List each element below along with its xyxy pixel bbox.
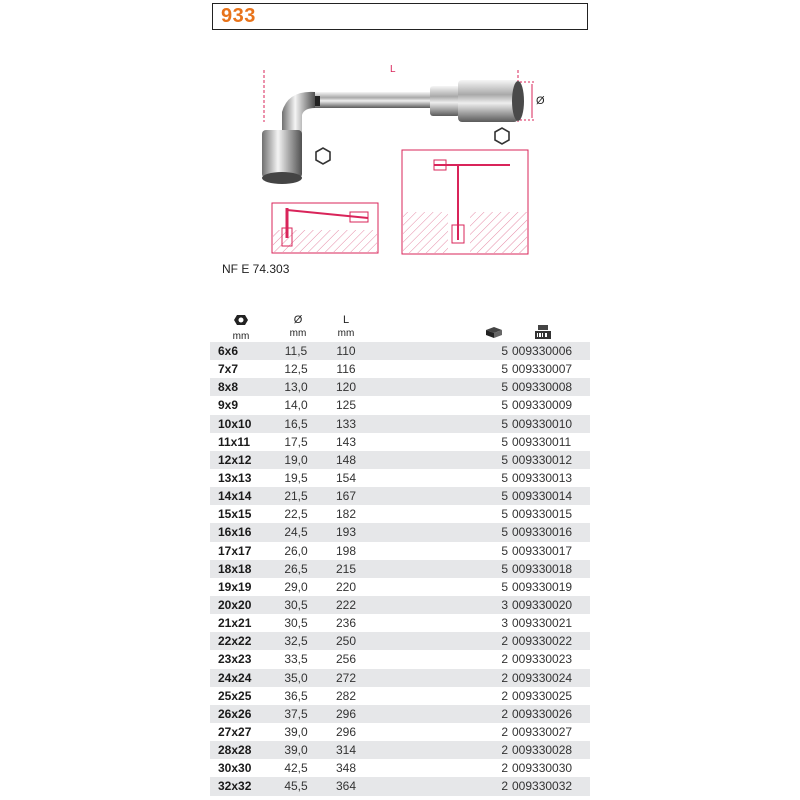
code-cell: 009330024 (512, 670, 573, 685)
quantity-cell: 2 (501, 652, 508, 667)
quantity-cell: 3 (501, 597, 508, 612)
length-cell: 296 (335, 706, 357, 721)
quantity-cell: 2 (501, 761, 508, 776)
quantity-cell: 5 (501, 380, 508, 395)
code-column-header (533, 325, 553, 342)
code-cell: 009330026 (512, 706, 573, 721)
table-row (210, 741, 590, 759)
code-cell: 009330019 (512, 579, 573, 594)
table-row (210, 687, 590, 705)
title-box (212, 3, 588, 30)
diameter-cell: 13,0 (284, 380, 308, 395)
quantity-cell: 5 (501, 525, 508, 540)
quantity-cell: 3 (501, 616, 508, 631)
diameter-cell: 22,5 (284, 507, 308, 522)
code-cell: 009330021 (512, 616, 573, 631)
size-cell: 20x20 (218, 597, 252, 612)
table-row (210, 650, 590, 668)
table-row (210, 723, 590, 741)
table-row (210, 415, 590, 433)
size-column-header (226, 314, 256, 342)
quantity-cell: 2 (501, 688, 508, 703)
size-cell: 16x16 (218, 525, 252, 540)
size-cell: 17x17 (218, 543, 252, 558)
table-row (210, 632, 590, 650)
table-row (210, 487, 590, 505)
diameter-cell: 37,5 (284, 706, 308, 721)
quantity-cell: 2 (501, 670, 508, 685)
length-cell: 198 (335, 543, 357, 558)
quantity-cell: 5 (501, 362, 508, 377)
diameter-label: Ø (293, 314, 303, 326)
product-number: 933 (221, 5, 256, 27)
table-row (210, 578, 590, 596)
size-cell: 30x30 (218, 761, 252, 776)
quantity-cell: 5 (501, 507, 508, 522)
size-cell: 32x32 (218, 779, 252, 794)
size-cell: 9x9 (218, 398, 239, 413)
diameter-cell: 39,0 (284, 743, 308, 758)
diameter-cell: 30,5 (284, 616, 308, 631)
code-cell: 009330015 (512, 507, 573, 522)
table-row (210, 396, 590, 414)
package-icon (485, 326, 503, 338)
diameter-cell: 29,0 (284, 579, 308, 594)
quantity-column-header (484, 326, 504, 341)
quantity-cell: 5 (501, 398, 508, 413)
quantity-cell: 2 (501, 743, 508, 758)
size-cell: 10x10 (218, 416, 252, 431)
quantity-cell: 5 (501, 434, 508, 449)
diameter-cell: 26,5 (284, 561, 308, 576)
length-cell: 125 (335, 398, 357, 413)
size-cell: 28x28 (218, 743, 252, 758)
diameter-cell: 17,5 (284, 434, 308, 449)
table-row (210, 705, 590, 723)
length-cell: 143 (335, 434, 357, 449)
quantity-cell: 5 (501, 561, 508, 576)
length-cell: 167 (335, 489, 357, 504)
quantity-cell: 5 (501, 579, 508, 594)
diameter-cell: 35,0 (284, 670, 308, 685)
size-cell: 21x21 (218, 616, 252, 631)
quantity-cell: 5 (501, 416, 508, 431)
size-cell: 11x11 (218, 434, 251, 449)
code-cell: 009330023 (512, 652, 573, 667)
size-cell: 26x26 (218, 706, 252, 721)
length-cell: 296 (335, 724, 357, 739)
code-cell: 009330027 (512, 724, 573, 739)
length-cell: 154 (335, 470, 357, 485)
diameter-cell: 36,5 (284, 688, 308, 703)
hex-nut-icon (234, 314, 248, 326)
dimension-d-label: Ø (536, 95, 545, 107)
size-cell: 22x22 (218, 634, 252, 649)
table-row (210, 542, 590, 560)
code-cell: 009330017 (512, 543, 573, 558)
quantity-cell: 5 (501, 543, 508, 558)
length-unit: mm (337, 328, 355, 339)
length-cell: 256 (335, 652, 357, 667)
code-cell: 009330022 (512, 634, 573, 649)
barcode-icon (535, 325, 551, 339)
code-cell: 009330009 (512, 398, 573, 413)
table-row (210, 614, 590, 632)
size-cell: 13x13 (218, 470, 252, 485)
size-cell: 23x23 (218, 652, 252, 667)
quantity-cell: 5 (501, 470, 508, 485)
diameter-column-header (278, 314, 318, 339)
length-cell: 120 (335, 380, 357, 395)
code-cell: 009330025 (512, 688, 573, 703)
table-row (210, 759, 590, 777)
code-cell: 009330032 (512, 779, 573, 794)
length-label: L (342, 314, 350, 326)
diameter-cell: 32,5 (284, 634, 308, 649)
length-cell: 364 (335, 779, 357, 794)
size-cell: 18x18 (218, 561, 252, 576)
size-cell: 12x12 (218, 452, 252, 467)
code-cell: 009330012 (512, 452, 573, 467)
table-row (210, 433, 590, 451)
length-cell: 193 (335, 525, 357, 540)
quantity-cell: 5 (501, 489, 508, 504)
table-row (210, 505, 590, 523)
table-row (210, 469, 590, 487)
length-cell: 116 (336, 362, 356, 377)
diameter-cell: 14,0 (284, 398, 308, 413)
length-cell: 236 (335, 616, 357, 631)
quantity-cell: 2 (501, 634, 508, 649)
code-cell: 009330007 (512, 362, 573, 377)
size-cell: 24x24 (218, 670, 252, 685)
diameter-cell: 30,5 (284, 597, 308, 612)
size-cell: 25x25 (218, 688, 252, 703)
table-row (210, 777, 590, 795)
length-cell: 272 (335, 670, 357, 685)
table-row (210, 596, 590, 614)
quantity-cell: 2 (501, 706, 508, 721)
table-row (210, 378, 590, 396)
table-row (210, 560, 590, 578)
quantity-cell: 5 (501, 452, 508, 467)
diameter-cell: 16,5 (284, 416, 308, 431)
diameter-cell: 33,5 (284, 652, 308, 667)
code-cell: 009330014 (512, 489, 573, 504)
quantity-cell: 2 (501, 724, 508, 739)
length-cell: 182 (335, 507, 357, 522)
diameter-cell: 11,5 (284, 344, 308, 358)
wrench-illustration (220, 60, 560, 255)
diameter-cell: 39,0 (284, 724, 308, 739)
diameter-cell: 42,5 (284, 761, 308, 776)
length-cell: 282 (335, 688, 357, 703)
table-row (210, 669, 590, 687)
code-cell: 009330006 (512, 344, 573, 358)
code-cell: 009330011 (512, 434, 572, 449)
quantity-cell: 5 (501, 344, 508, 358)
size-cell: 27x27 (218, 724, 252, 739)
quantity-cell: 2 (501, 779, 508, 794)
code-cell: 009330016 (512, 525, 573, 540)
code-cell: 009330030 (512, 761, 573, 776)
length-cell: 148 (335, 452, 357, 467)
size-cell: 14x14 (218, 489, 252, 504)
length-cell: 220 (335, 579, 357, 594)
diameter-cell: 45,5 (284, 779, 308, 794)
product-table (210, 342, 590, 796)
diameter-cell: 24,5 (284, 525, 308, 540)
code-cell: 009330018 (512, 561, 573, 576)
size-cell: 6x6 (218, 344, 239, 358)
table-row (210, 342, 590, 360)
length-cell: 110 (336, 344, 356, 358)
size-cell: 8x8 (218, 380, 239, 395)
diameter-cell: 21,5 (284, 489, 308, 504)
length-column-header (326, 314, 366, 339)
code-cell: 009330028 (512, 743, 573, 758)
size-cell: 7x7 (218, 362, 239, 377)
table-row (210, 451, 590, 469)
code-cell: 009330020 (512, 597, 573, 612)
length-cell: 215 (335, 561, 357, 576)
size-cell: 19x19 (218, 579, 252, 594)
diameter-cell: 19,5 (284, 470, 308, 485)
code-cell: 009330010 (512, 416, 573, 431)
diameter-cell: 26,0 (284, 543, 308, 558)
length-cell: 348 (335, 761, 357, 776)
length-cell: 314 (335, 743, 357, 758)
diameter-cell: 19,0 (284, 452, 308, 467)
code-cell: 009330013 (512, 470, 573, 485)
length-cell: 133 (335, 416, 357, 431)
table-row (210, 523, 590, 541)
table-row (210, 360, 590, 378)
diameter-unit: mm (289, 328, 307, 339)
code-cell: 009330008 (512, 380, 573, 395)
size-cell: 15x15 (218, 507, 252, 522)
size-unit: mm (232, 331, 250, 342)
standard-reference: NF E 74.303 (222, 262, 290, 276)
length-cell: 222 (335, 597, 357, 612)
diameter-cell: 12,5 (284, 362, 308, 377)
dimension-l-label: L (390, 64, 396, 75)
length-cell: 250 (335, 634, 357, 649)
